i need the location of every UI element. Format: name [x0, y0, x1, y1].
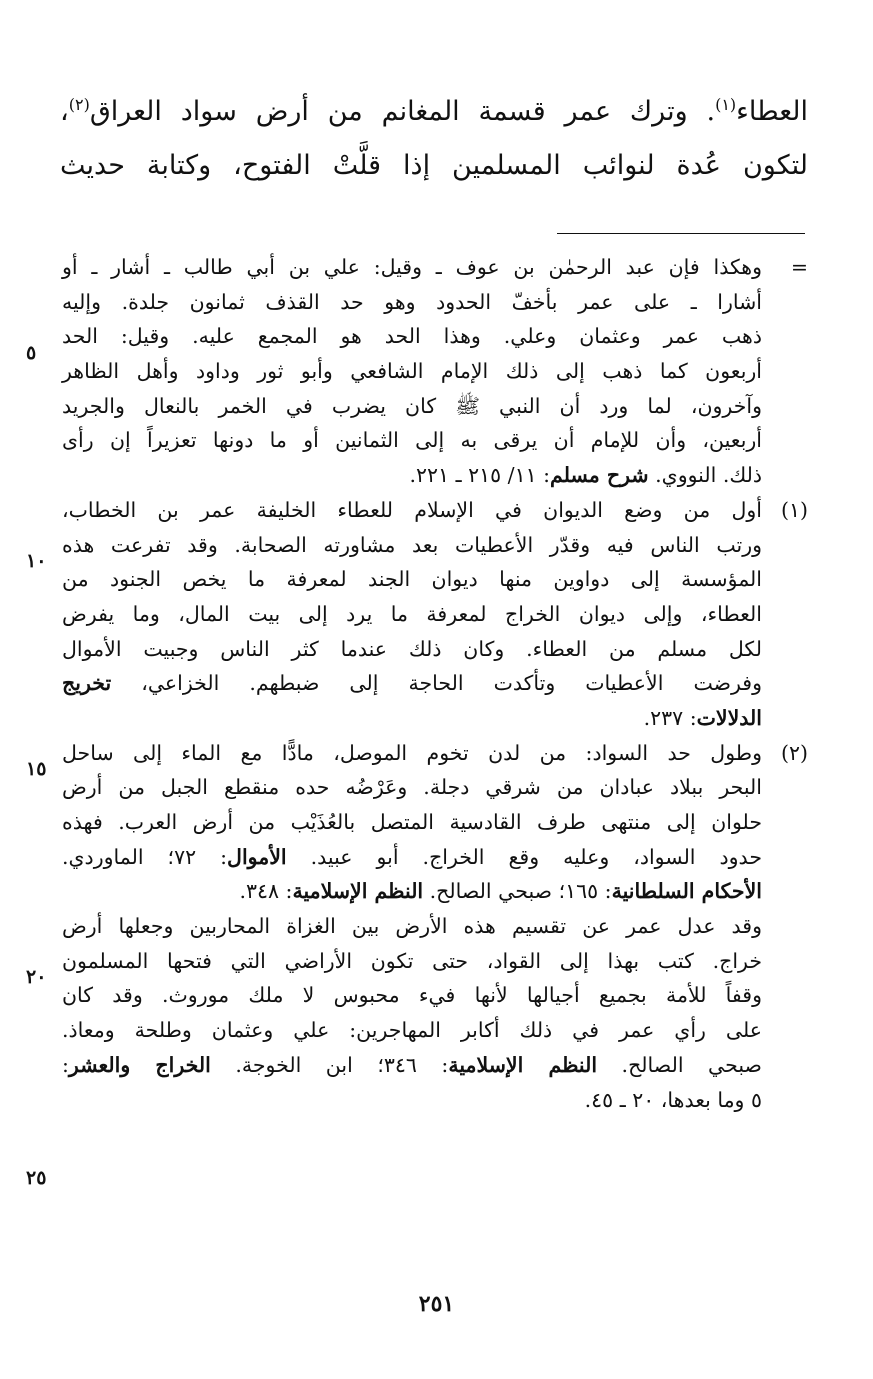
note-line: على رأي عمر في ذلك أكابر المهاجرين: علي وعثمان وطلحة ومعاذ.	[62, 1018, 762, 1043]
footnote-2	[62, 736, 808, 1118]
main-text	[60, 78, 808, 193]
footnote-separator	[557, 233, 805, 234]
citation-title: الأحكام السلطانية	[611, 879, 762, 904]
continuation-marker: =	[790, 255, 808, 279]
note-line: أول من وضع الديوان في الإسلام للعطاء الخليفة عمر بن الخطاب،	[62, 497, 762, 522]
footnote-continuation	[62, 250, 808, 493]
note-line: ٥ وما بعدها، ٢٠ ـ ٤٥.	[584, 1087, 762, 1112]
citation-title: النظم الإسلامية	[292, 879, 424, 904]
citation-title: الخراج والعشر	[68, 1052, 211, 1077]
line-number-5: ٥	[26, 342, 37, 364]
footnote-ref-2[interactable]: (٢)	[68, 95, 90, 114]
footnotes	[62, 250, 808, 1117]
note-line: البحر ببلاد عبادان من شرقي دجلة. وعَرْضُه حده منقطع الجبل من أرض	[62, 775, 762, 800]
note-line: ذهب عمر وعثمان وعلي. وهذا الحد هو المجمع عليه. وقيل: الحد	[62, 324, 762, 349]
main-line-2: لتكون عُدة لنوائب المسلمين إذا قلَّتْ الفتوح، وكتابة حديث	[60, 150, 808, 181]
footnote-2-body	[62, 736, 762, 1118]
note-line: أشارا ـ على عمر بأخفّ الحدود وهو حد القذف ثمانون جلدة. وإليه	[62, 289, 762, 314]
citation-title: الدلالات	[696, 705, 762, 730]
footnote-1	[62, 493, 808, 736]
line-number-10: ١٠	[26, 550, 47, 572]
note-line: وآخرون، لما ورد أن النبي ﷺ كان يضرب في الخمر بالنعال والجريد	[62, 393, 762, 418]
citation-title: الأموال	[227, 844, 287, 869]
citation-title: تخريج	[62, 671, 112, 696]
note-line: الدلالات: ٢٣٧.	[643, 705, 762, 730]
line-number-20: ٢٠	[26, 966, 47, 988]
note-line: خراج. كتب بهذا إلى القواد، حتى تكون الأراضي التي فتحها المسلمون	[62, 948, 762, 973]
note-line: حدود السواد، وعليه وقع الخراج. أبو عبيد. الأموال: ٧٢؛ الماوردي.	[62, 844, 762, 869]
page-number: ٢٥١	[418, 1291, 455, 1317]
footnote-1-marker: (١)	[780, 497, 808, 522]
note-line: أربعون كما ذهب إلى ذلك الإمام الشافعي وأبو ثور وداود وأهل الظاهر	[62, 359, 762, 384]
note-line: صبحي الصالح. النظم الإسلامية: ٣٤٦؛ ابن الخوجة. الخراج والعشر:	[62, 1052, 762, 1077]
note-line: الأحكام السلطانية: ١٦٥؛ صبحي الصالح. النظم الإسلامية: ٣٤٨.	[239, 879, 762, 904]
line-number-25: ٢٥	[26, 1167, 47, 1189]
footnote-ref-1[interactable]: (١)	[715, 95, 737, 114]
line-number-15: ١٥	[26, 758, 47, 780]
note-line: وهكذا فإن عبد الرحمٰن بن عوف ـ وقيل: علي بن أبي طالب ـ أشار ـ أو	[62, 255, 762, 279]
citation-title: شرح مسلم	[550, 463, 649, 488]
footnote-2-marker: (٢)	[780, 740, 808, 765]
note-line: وقفاً للأمة بجميع أجيالها لأنها فيء محبوس لا ملك موروث. وقد كان	[62, 983, 762, 1008]
note-line: المؤسسة إلى دواوين منها ديوان الجند لمعرفة ما يخص الجنود من	[62, 567, 762, 592]
note-line: حلوان إلى منتهى طرف القادسية المتصل بالعُذَيْب من أرض العرب. فهذه	[62, 810, 762, 834]
note-line: ورتب الناس فيه وقدّر الأعطيات بعد مشاورته الصحابة. وقد تفرعت هذه	[62, 532, 762, 557]
note-line: وطول حد السواد: من لدن تخوم الموصل، مادًّا مع الماء إلى ساحل	[62, 740, 762, 765]
footnote-continuation-body	[62, 250, 762, 493]
note-line: وقد عدل عمر عن تقسيم هذه الأرض بين الغزاة المحاربين وجعلها أرض	[62, 914, 762, 939]
note-line: ذلك. النووي. شرح مسلم: ١١/ ٢١٥ ـ ٢٢١.	[409, 463, 762, 488]
footnote-1-body	[62, 493, 762, 736]
citation-title: النظم الإسلامية	[448, 1052, 598, 1077]
main-line-1: العطاء$^{(١)}$. وترك عمر قسمة المغانم من أرض سواد العراق$^{(٢)}$،	[60, 95, 808, 127]
note-line: العطاء، وإلى ديوان الخراج لمعرفة ما يرد إلى بيت المال، وما يفرض	[62, 601, 762, 626]
note-line: لكل مسلم من العطاء. وكان ذلك عندما كثر الناس وجبيت الأموال	[62, 636, 762, 661]
note-line: أربعين، وأن للإمام أن يرقى به إلى الثمانين أو ما دونها تعزيراً إن رأى	[62, 428, 762, 453]
note-line: وفرضت الأعطيات وتأكدت الحاجة إلى ضبطهم. الخزاعي، تخريج	[62, 671, 762, 696]
